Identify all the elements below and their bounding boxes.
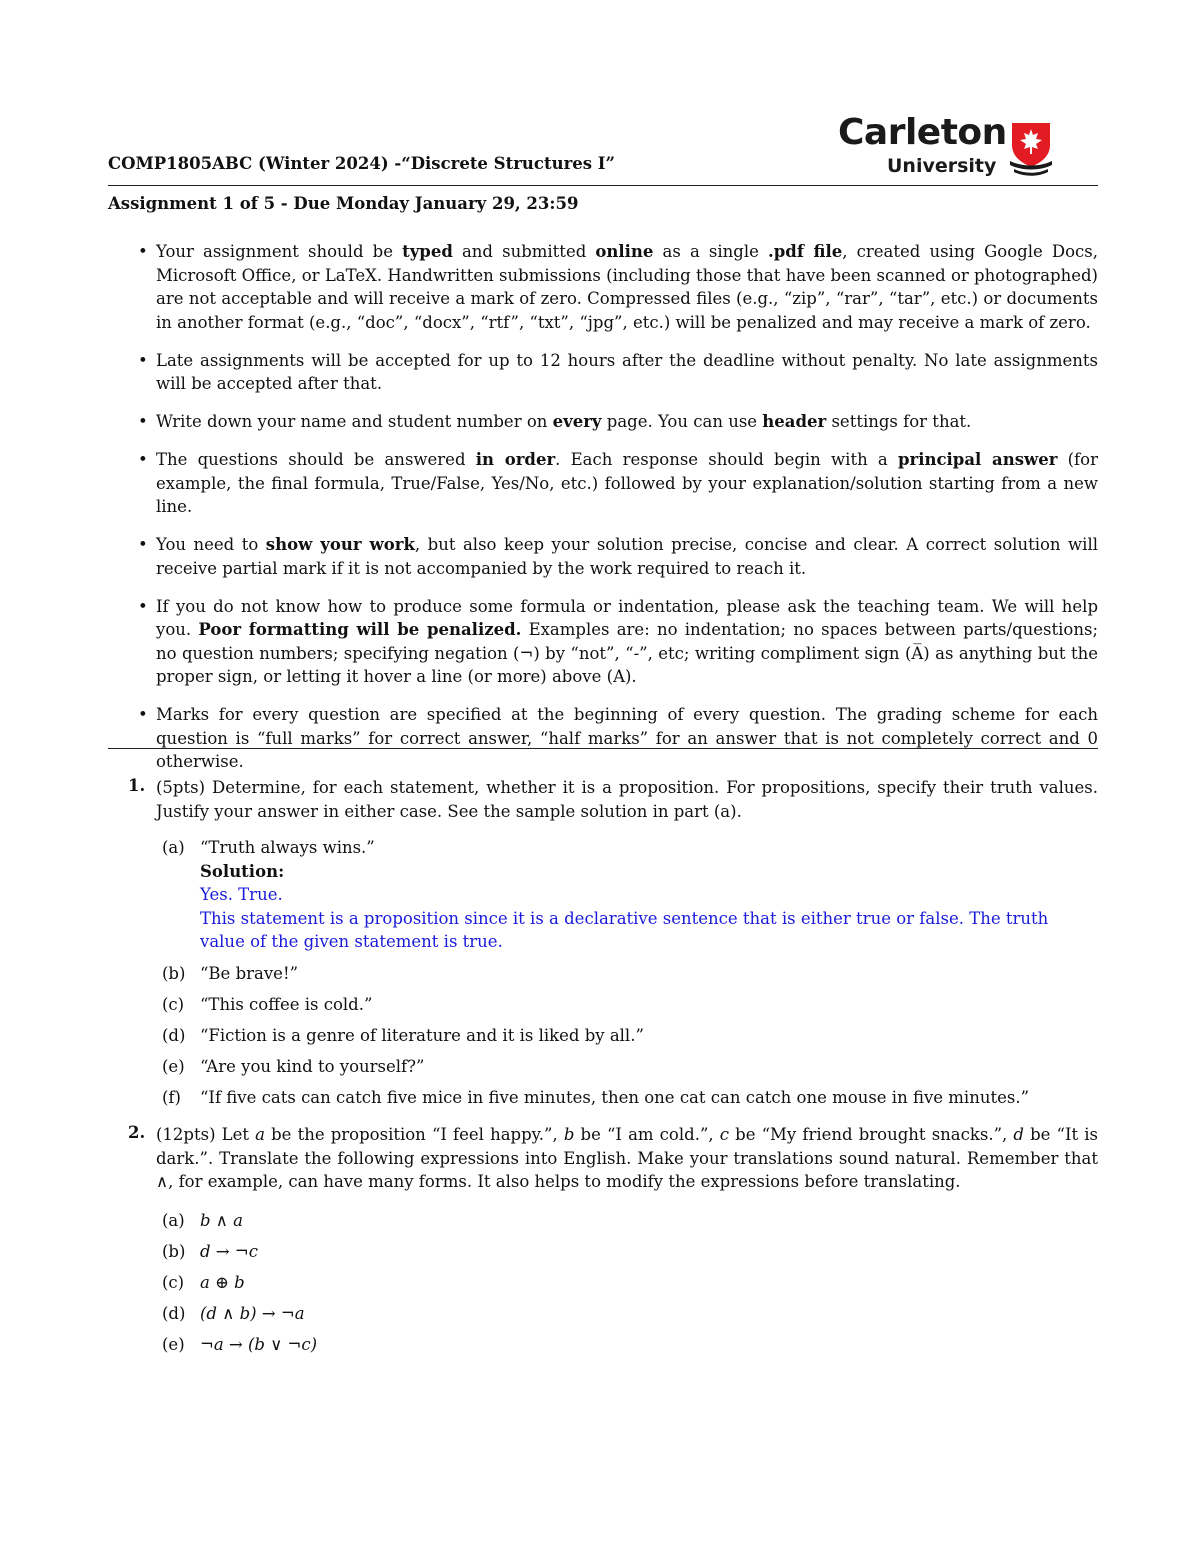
part-text: “Are you kind to yourself?”: [200, 1056, 425, 1076]
part-expression: b ∧ a: [200, 1210, 243, 1230]
instruction-item: [108, 703, 1098, 774]
instruction-emphasis: show your work: [265, 535, 415, 554]
instruction-text: Late assignments will be accepted for up to 12 hours after the deadline without penalty. No late assignments will be accepted after that.: [156, 350, 1098, 393]
instruction-emphasis: principal answer: [897, 450, 1058, 469]
instruction-emphasis: every: [552, 412, 602, 431]
question-text: (12pts) Let a be the proposition “I feel happy.”, b be “I am cold.”, c be “My friend brought snacks.”, d be “It is dark.”. Translate the following expressions into English. Make your translations sound natural. Remember that ∧, for example, can have many forms. It also helps to modify the expressions before translating.: [156, 1125, 1098, 1191]
variable: d: [1013, 1125, 1024, 1144]
part-text: “If five cats can catch five mice in five minutes, then one cat can catch one mouse in five minutes.”: [200, 1087, 1030, 1107]
part-expression: ¬a → (b ∨ ¬c): [200, 1334, 318, 1354]
course-title: COMP1805ABC (Winter 2024) -“Discrete Structures I”: [108, 154, 616, 173]
solution-text: This statement is a proposition since it is a declarative sentence that is either true or false. The truth value of the given statement is true.: [200, 908, 1049, 951]
instruction-item: [108, 533, 1098, 580]
part-label: (a): [162, 1210, 185, 1230]
instruction-text: , but also keep your solution precise, concise and clear. A correct solution will receive partial mark if it is not accompanied by the work required to reach it.: [156, 535, 1098, 578]
question-part: [156, 1055, 1098, 1079]
instruction-emphasis: .pdf file: [768, 242, 843, 261]
question-parts-rest: [156, 962, 1098, 1110]
instruction-text: as a single: [653, 242, 768, 261]
solution-answer: Yes. True.: [200, 885, 283, 904]
part-text: “This coffee is cold.”: [200, 994, 373, 1014]
question-part: [156, 962, 1098, 986]
instruction-emphasis: in order: [475, 450, 556, 469]
instruction-text: Marks for every question are specified at the beginning of every question. The grading scheme for each question is “full marks” for correct answer, “half marks” for an answer that is not completely correct and 0 otherwise.: [156, 705, 1098, 771]
instruction-text: . Each response should begin with a: [555, 450, 898, 469]
instruction-item: [108, 595, 1098, 689]
question-part: [156, 1209, 1098, 1233]
instruction-text: If you do not know how to produce some formula or indentation, please ask the teaching team. We will help you.: [156, 596, 1098, 639]
instruction-text: , created using Google Docs, Microsoft Office, or LaTeX. Handwritten submissions (including those that have been scanned or photographed) are not acceptable and will receive a mark of zero. Compressed files (e.g., “zip”, “rar”, “tar”, etc.) or documents in another format (e.g., “doc”, “docx”, “rtf”, “txt”, “jpg”, etc.) will be penalized and may receive a mark of zero.: [156, 242, 1098, 332]
logo-name: Carleton: [838, 112, 1007, 153]
part-text: “Be brave!”: [200, 963, 299, 983]
question-part: [156, 993, 1098, 1017]
shield-icon: [1008, 121, 1054, 179]
question-2: [108, 1123, 1098, 1364]
question-number: 1.: [128, 776, 146, 795]
instruction-item: [108, 448, 1098, 519]
question-parts: [156, 1209, 1098, 1357]
part-label: (c): [162, 1272, 185, 1292]
part-label: (a): [162, 838, 185, 857]
instruction-text: and submitted: [452, 242, 596, 261]
instruction-item: [108, 410, 1098, 434]
solution-label: Solution:: [200, 861, 285, 881]
variable: a: [255, 1125, 265, 1144]
part-label: (e): [162, 1334, 185, 1354]
instruction-text: You need to: [156, 535, 266, 554]
part-label: (b): [162, 963, 186, 983]
instructions-list: [108, 240, 1098, 788]
assignment-title: Assignment 1 of 5 - Due Monday January 29, 23:59: [108, 194, 579, 213]
header-divider: [108, 185, 1098, 186]
part-expression: d → ¬c: [200, 1241, 258, 1261]
part-label: (f): [162, 1087, 181, 1107]
question-part: [156, 1240, 1098, 1264]
instruction-text: Write down your name and student number on: [156, 412, 553, 431]
question-text: (5pts) Determine, for each statement, whether it is a proposition. For propositions, specify their truth values. Justify your answer in either case. See the sample solution in part (a).: [156, 778, 1098, 821]
variable: b: [563, 1125, 575, 1144]
question-1: [108, 776, 1098, 1117]
instruction-item: [108, 349, 1098, 396]
part-label: (e): [162, 1056, 185, 1076]
logo-sub: University: [887, 155, 997, 177]
question-part: [156, 1086, 1098, 1110]
part-text: “Fiction is a genre of literature and it is liked by all.”: [200, 1025, 644, 1045]
instruction-emphasis: header: [762, 412, 827, 431]
instruction-text: Examples are: no indentation; no spaces between parts/questions; no question numbers; specifying negation (¬) by “not”, “-”, etc; writing compliment sign (A̅) as anything but the proper sign, or letting it hover a line (or more) above (A).: [156, 620, 1098, 686]
question-number: 2.: [128, 1123, 146, 1142]
instruction-emphasis: online: [595, 242, 654, 261]
instruction-text: settings for that.: [826, 412, 972, 431]
instruction-emphasis: typed: [402, 242, 453, 261]
instruction-text: Your assignment should be: [156, 242, 403, 261]
instruction-text: The questions should be answered: [156, 450, 476, 469]
part-label: (c): [162, 994, 185, 1014]
question-part: [156, 1271, 1098, 1295]
question-part: [156, 1024, 1098, 1048]
question-parts: [156, 836, 1098, 954]
instruction-item: [108, 240, 1098, 334]
part-text: “Truth always wins.”: [200, 838, 375, 857]
instruction-text: page. You can use: [601, 412, 763, 431]
part-expression: a ⊕ b: [200, 1272, 245, 1292]
part-a: [156, 836, 1098, 954]
carleton-logo: [838, 112, 1054, 180]
section-divider: [108, 748, 1098, 749]
instruction-emphasis: Poor formatting will be penalized.: [198, 620, 522, 639]
question-part: [156, 1302, 1098, 1326]
part-label: (d): [162, 1303, 186, 1323]
variable: c: [719, 1125, 730, 1144]
instruction-text: (for example, the final formula, True/False, Yes/No, etc.) followed by your explanation/solution starting from a new line.: [156, 450, 1098, 516]
question-part: [156, 1333, 1098, 1357]
part-expression: (d ∧ b) → ¬a: [200, 1303, 305, 1323]
part-label: (b): [162, 1241, 186, 1261]
part-label: (d): [162, 1025, 186, 1045]
